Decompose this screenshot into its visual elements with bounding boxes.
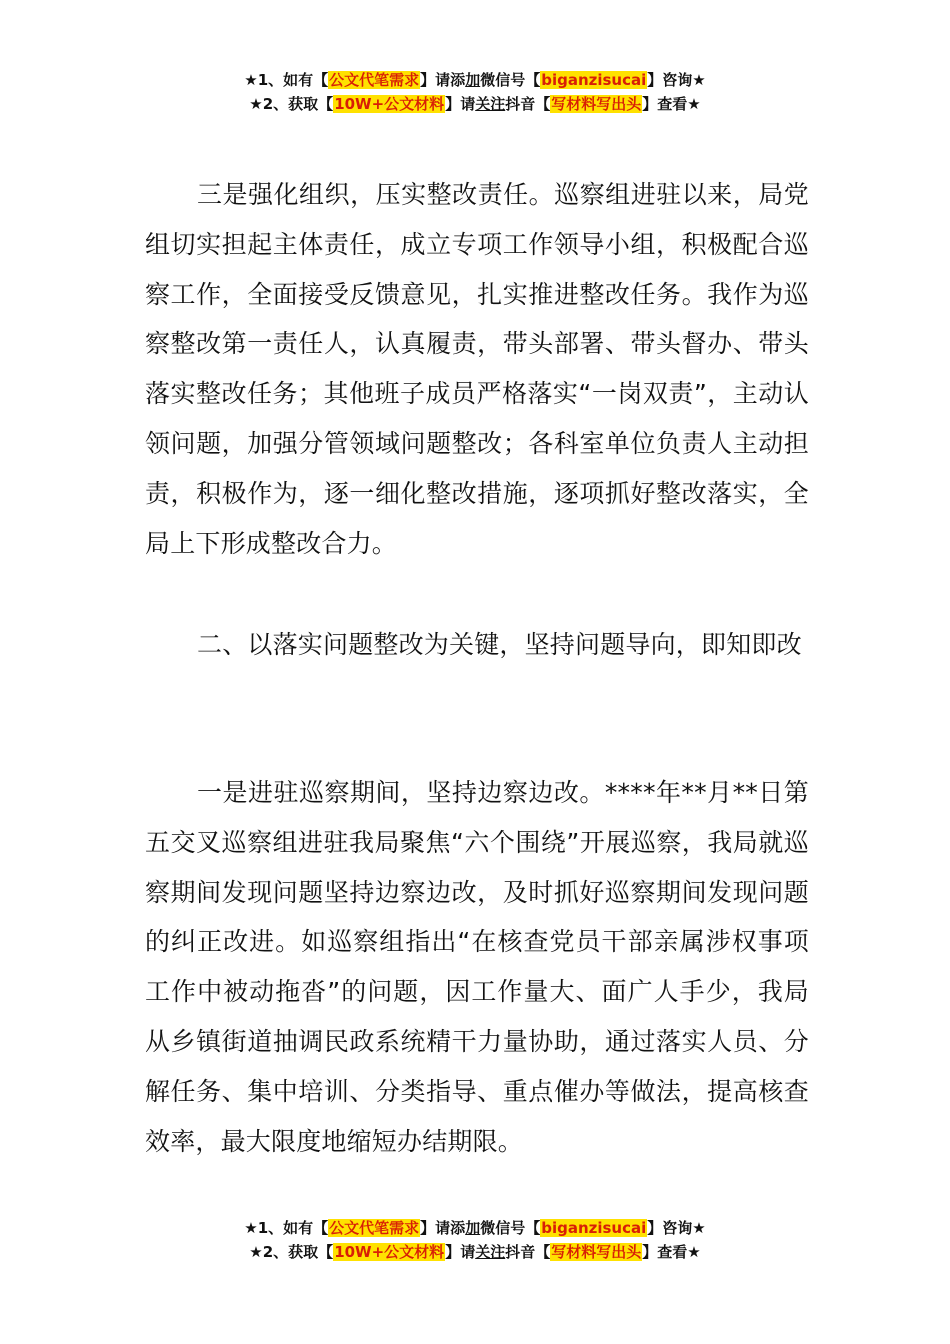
promo-underline: 关注: [475, 95, 506, 113]
promo-text: 】咨询★: [647, 1219, 706, 1237]
promo-text: 微信号【: [480, 71, 541, 89]
document-heading: [145, 620, 809, 670]
paragraph-text: 三是强化组织，压实整改责任。巡察组进驻以来，局党组切实担起主体责任，成立专项工作领导小组，积极配合巡察工作，全面接受反馈意见，扎实推进整改任务。我作为巡察整改第一责任人，认真履责，带头部署、带头督办、带头落实整改任务；其他班子成员严格落实“一岗双责”，主动认领问题，加强分管领域问题整改；各科室单位负责人主动担责，积极作为，逐一细化整改措施，逐项抓好整改落实，全局上下形成整改合力。: [145, 180, 809, 558]
promo-text: 】咨询★: [647, 71, 706, 89]
promo-underline: 加: [465, 1219, 481, 1237]
promo-text: 微信号【: [480, 1219, 541, 1237]
promo-text: ★1、如有【: [244, 1219, 329, 1237]
promo-line-2: [0, 1240, 950, 1264]
section-heading: 二、以落实问题整改为关键，坚持问题导向，即知即改: [197, 630, 802, 659]
promo-text: 】请: [445, 95, 476, 113]
promo-text: ★1、如有【: [244, 71, 329, 89]
promo-text: 】查看★: [642, 1243, 701, 1261]
promo-highlight-service: 公文代笔需求: [329, 71, 420, 89]
promo-line-1: [0, 1216, 950, 1240]
promo-highlight-wechat: biganzisucai: [541, 1219, 647, 1237]
promo-underline: 加: [465, 71, 481, 89]
promo-banner-top: [0, 68, 950, 116]
promo-text: 】查看★: [642, 95, 701, 113]
promo-line-1: [0, 68, 950, 92]
document-paragraph-1: [145, 170, 809, 568]
promo-text: ★2、获取【: [249, 95, 334, 113]
promo-text: 】请添: [420, 71, 466, 89]
promo-highlight-douyin: 写材料写出头: [551, 1243, 642, 1261]
paragraph-text: 一是进驻巡察期间，坚持边察边改。****年**月**日第五交叉巡察组进驻我局聚焦“六个围绕”开展巡察，我局就巡察期间发现问题坚持边察边改，及时抓好巡察期间发现问题的纠正改进。如巡察组指出“在核查党员干部亲属涉权事项工作中被动拖沓”的问题，因工作量大、面广人手少，我局从乡镇街道抽调民政系统精干力量协助，通过落实人员、分解任务、集中培训、分类指导、重点催办等做法，提高核查效率，最大限度地缩短办结期限。: [145, 778, 809, 1156]
document-paragraph-2: [145, 768, 809, 1166]
promo-highlight-wechat: biganzisucai: [541, 71, 647, 89]
promo-text: 抖音【: [505, 1243, 551, 1261]
promo-text: 抖音【: [505, 95, 551, 113]
promo-line-2: [0, 92, 950, 116]
promo-text: 】请添: [420, 1219, 466, 1237]
promo-highlight-service: 公文代笔需求: [329, 1219, 420, 1237]
promo-underline: 关注: [475, 1243, 506, 1261]
promo-banner-bottom: [0, 1216, 950, 1264]
promo-text: ★2、获取【: [249, 1243, 334, 1261]
promo-highlight-materials: 10W+公文材料: [334, 95, 445, 113]
promo-highlight-materials: 10W+公文材料: [334, 1243, 445, 1261]
promo-text: 】请: [445, 1243, 476, 1261]
promo-highlight-douyin: 写材料写出头: [551, 95, 642, 113]
